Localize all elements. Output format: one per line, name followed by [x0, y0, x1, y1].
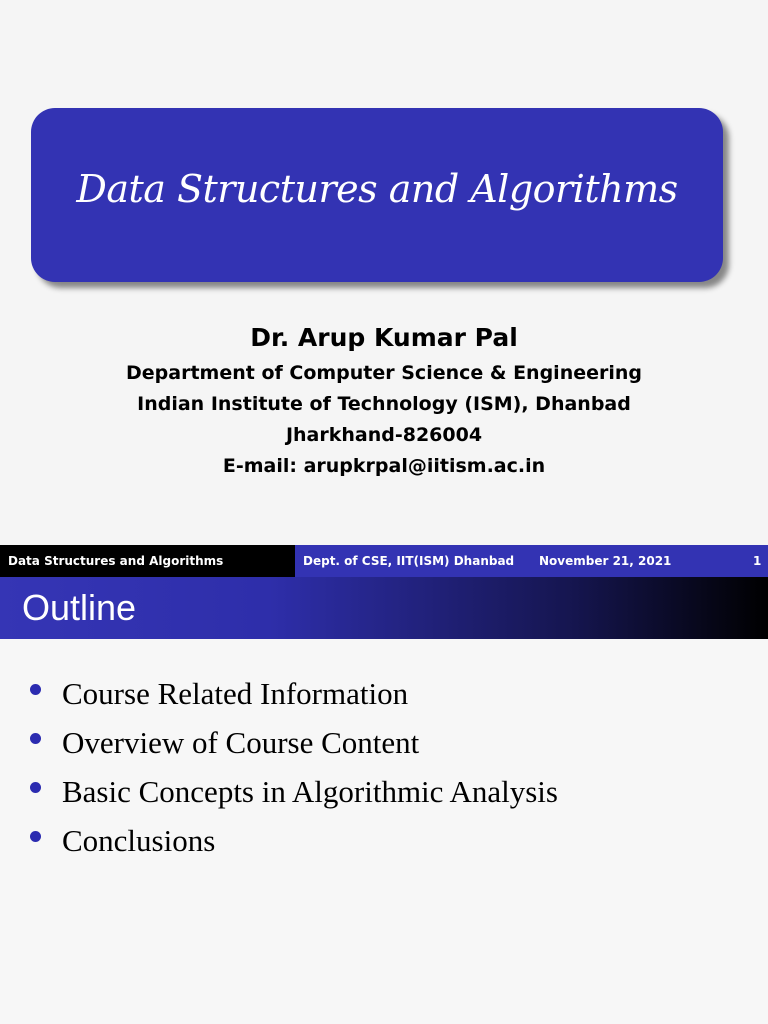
location: Jharkhand-826004 — [285, 424, 483, 446]
footer-page-number: 1 — [753, 554, 762, 568]
bullet-text: Overview of Course Content — [62, 724, 420, 760]
footer-dept: Dept. of CSE, IIT(ISM) Dhanbad — [303, 554, 515, 568]
bullet-list — [30, 669, 558, 865]
outline-slide — [0, 639, 768, 1024]
department: Department of Computer Science & Engineering — [126, 362, 642, 384]
slide-footer — [0, 545, 768, 577]
footer-left — [0, 545, 295, 577]
author-name: Dr. Arup Kumar Pal — [250, 323, 518, 352]
slide-title: Data Structures and Algorithms — [76, 167, 678, 211]
footer-right — [295, 545, 768, 577]
bullet-icon — [30, 831, 41, 842]
bullet-icon — [30, 733, 41, 744]
list-item — [30, 718, 558, 767]
author-block — [0, 318, 768, 482]
email: E-mail: arupkrpal@iitism.ac.in — [222, 455, 546, 477]
list-item — [30, 767, 558, 816]
bullet-text: Course Related Information — [62, 675, 409, 711]
footer-course: Data Structures and Algorithms — [8, 554, 224, 568]
footer-date: November 21, 2021 — [539, 554, 672, 568]
list-item — [30, 816, 558, 865]
bullet-text: Basic Concepts in Algorithmic Analysis — [62, 773, 558, 809]
outline-header — [0, 577, 768, 639]
list-item — [30, 669, 558, 718]
institute: Indian Institute of Technology (ISM), Dhanbad — [137, 393, 631, 415]
bullet-icon — [30, 684, 41, 695]
outline-title: Outline — [22, 587, 137, 628]
bullet-icon — [30, 782, 41, 793]
bullet-text: Conclusions — [62, 822, 216, 858]
title-box — [31, 108, 723, 282]
